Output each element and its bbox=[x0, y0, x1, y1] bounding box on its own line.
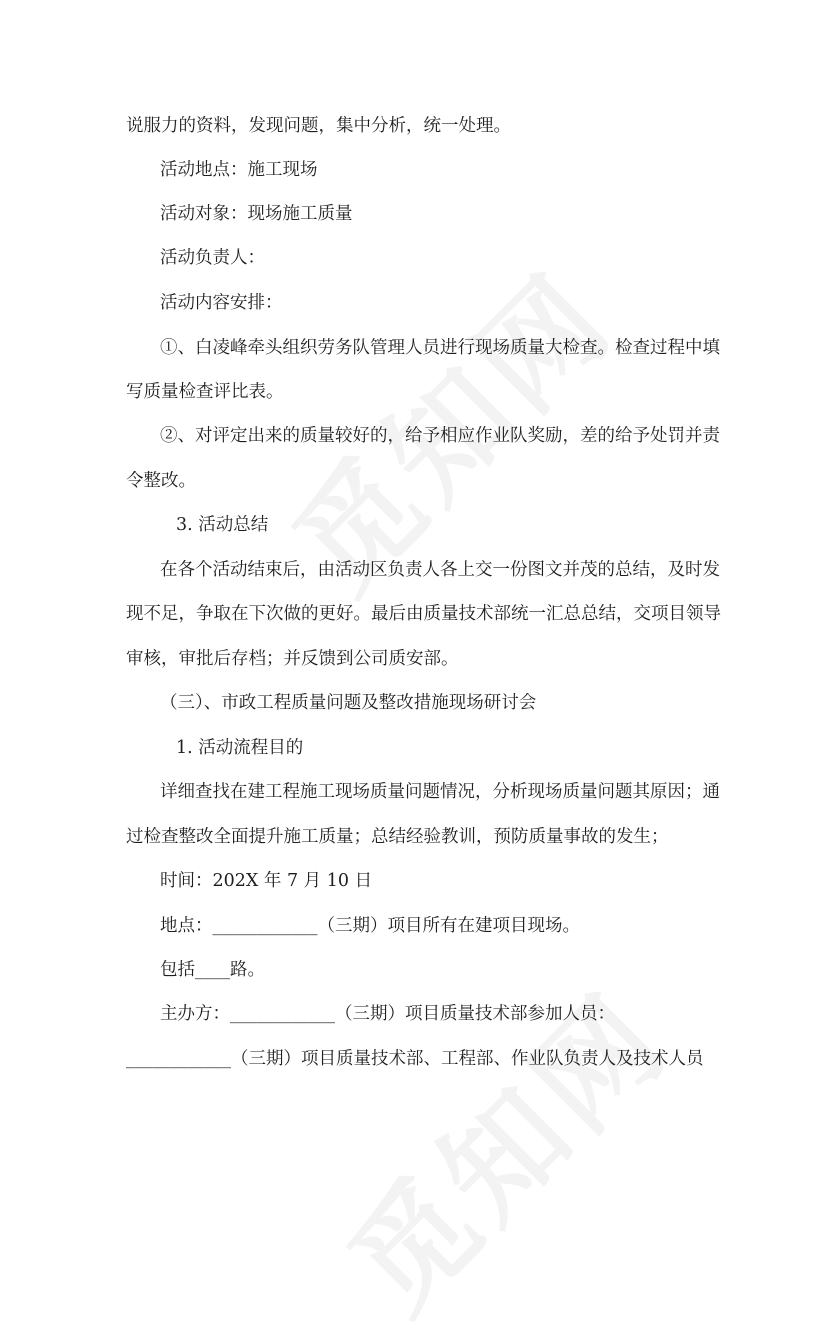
paragraph-line: 活动对象：现场施工质量 bbox=[160, 204, 353, 224]
paragraph-line: 活动地点：施工现场 bbox=[160, 160, 318, 180]
paragraph-line: 详细查找在建工程施工现场质量问题情况，分析现场质量问题其原因；通 bbox=[160, 782, 720, 802]
paragraph-line: 写质量检查评比表。 bbox=[126, 382, 284, 402]
paragraph-line: ①、白凌峰牵头组织劳务队管理人员进行现场质量大检查。检查过程中填 bbox=[160, 338, 720, 358]
paragraph-line: 现不足，争取在下次做的更好。最后由质量技术部统一汇总总结，交项目领导 bbox=[126, 604, 721, 624]
paragraph-line: 在各个活动结束后，由活动区负责人各上交一份图文并茂的总结，及时发 bbox=[160, 560, 720, 580]
paragraph-line: 令整改。 bbox=[126, 471, 196, 491]
paragraph-line: 主办方：____________（三期）项目质量技术部参加人员： bbox=[160, 1004, 615, 1024]
paragraph-line: 活动内容安排： bbox=[160, 293, 283, 313]
paragraph-line: 时间：202X 年 7 月 10 日 bbox=[160, 871, 373, 891]
paragraph-line: 过检查整改全面提升施工质量；总结经验教训，预防质量事故的发生； bbox=[126, 827, 669, 847]
paragraph-line: 审核，审批后存档；并反馈到公司质安部。 bbox=[126, 649, 459, 669]
section-heading: 3. 活动总结 bbox=[176, 515, 269, 535]
paragraph-line: 活动负责人： bbox=[160, 248, 265, 268]
paragraph-line: 包括____路。 bbox=[160, 960, 265, 980]
section-heading: （三）、市政工程质量问题及整改措施现场研讨会 bbox=[160, 693, 537, 713]
paragraph-line: 地点：____________（三期）项目所有在建项目现场。 bbox=[160, 916, 580, 936]
paragraph-line: ____________（三期）项目质量技术部、工程部、作业队负责人及技术人员 bbox=[126, 1049, 704, 1069]
paragraph-line: 说服力的资料，发现问题，集中分析，统一处理。 bbox=[126, 116, 511, 136]
paragraph-line: ②、对评定出来的质量较好的，给予相应作业队奖励，差的给予处罚并责 bbox=[160, 426, 720, 446]
section-heading: 1. 活动流程目的 bbox=[176, 738, 304, 758]
